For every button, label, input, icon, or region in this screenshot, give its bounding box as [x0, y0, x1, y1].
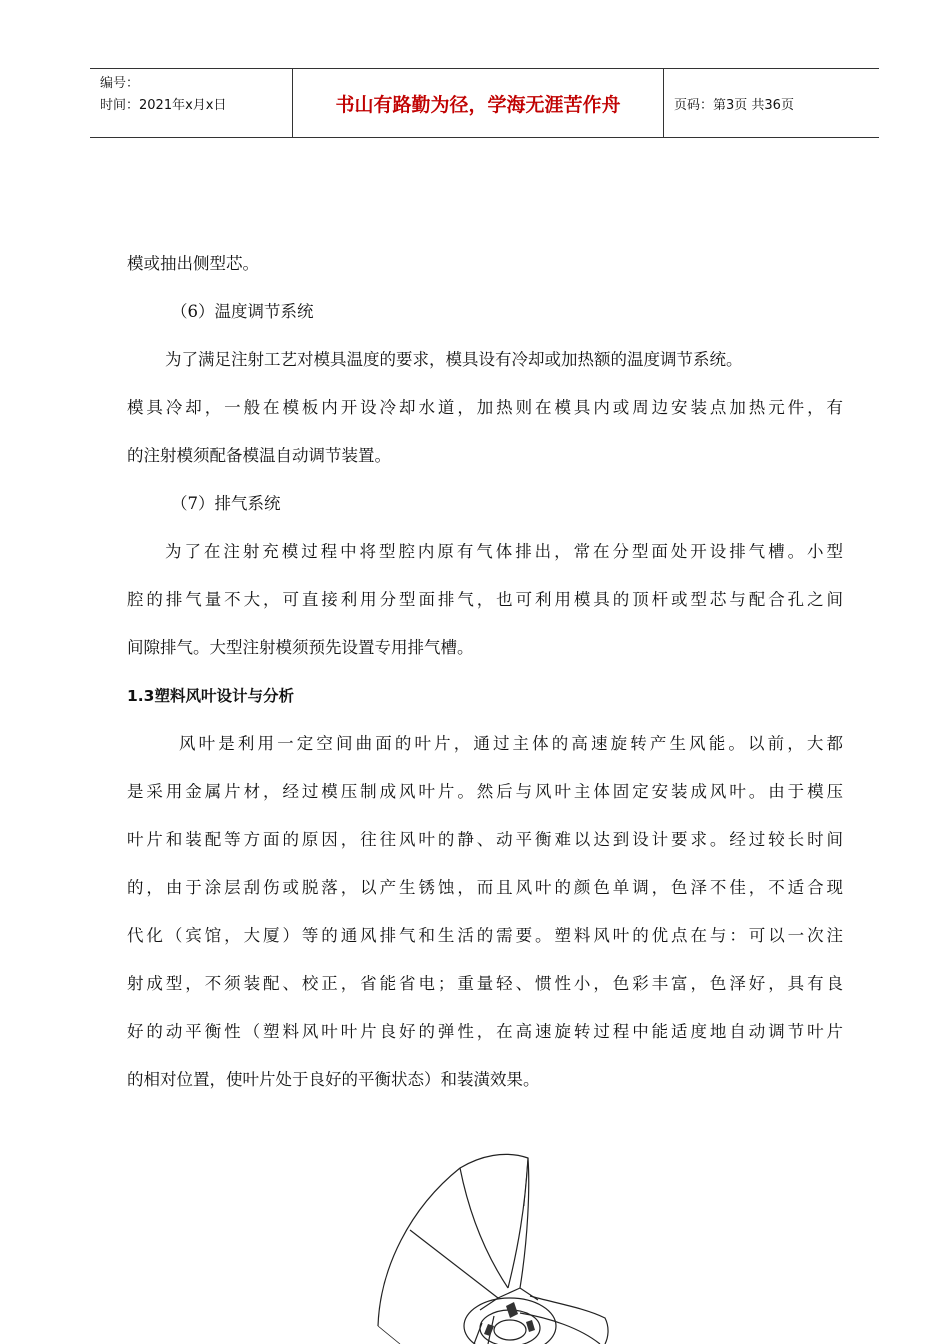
body-line: 代化（宾馆，大厦）等的通风排气和生活的需要。塑料风叶的优点在与：可以一次注: [127, 926, 843, 945]
body-line: 的相对位置，使叶片处于良好的平衡状态）和装潢效果。: [127, 1070, 540, 1089]
fan-blade-figure: [370, 1148, 620, 1344]
header-meta: [90, 69, 292, 137]
document-body: [127, 240, 843, 1104]
page-number-info: 页码：第3页 共36页: [674, 97, 794, 113]
body-line: 风叶是利用一定空间曲面的叶片，通过主体的高速旋转产生风能。以前，大都: [179, 734, 843, 753]
body-line: 模或抽出侧型芯。: [127, 254, 259, 273]
body-line: 间隙排气。大型注射模须预先设置专用排气槽。: [127, 638, 474, 657]
header-motto: 书山有路勤为径，学海无涯苦作舟: [292, 69, 664, 137]
fan-blade-drawing: [370, 1148, 620, 1344]
document-number-label: 编号：: [100, 76, 140, 91]
body-line: 为了在注射充模过程中将型腔内原有气体排出，常在分型面处开设排气槽。小型: [165, 542, 843, 561]
body-line: 为了满足注射工艺对模具温度的要求，模具设有冷却或加热额的温度调节系统。: [165, 350, 743, 369]
body-line: 射成型，不须装配、校正，省能省电；重量轻、惯性小，色彩丰富，色泽好，具有良: [127, 974, 843, 993]
body-line: 模具冷却，一般在模板内开设冷却水道，加热则在模具内或周边安装点加热元件，有: [127, 398, 843, 417]
body-line: 的，由于涂层刮伤或脱落，以产生锈蚀，而且风叶的颜色单调，色泽不佳，不适合现: [127, 878, 843, 897]
body-line: 的注射模须配备模温自动调节装置。: [127, 446, 391, 465]
body-line: 腔的排气量不大，可直接利用分型面排气，也可利用模具的顶杆或型芯与配合孔之间: [127, 590, 843, 609]
body-line: 好的动平衡性（塑料风叶叶片良好的弹性，在高速旋转过程中能适度地自动调节叶片: [127, 1022, 843, 1041]
body-line: 是采用金属片材，经过模压制成风叶片。然后与风叶主体固定安装成风叶。由于模压: [127, 782, 843, 801]
subheading-exhaust-system: （7）排气系统: [171, 494, 281, 513]
body-line: 叶片和装配等方面的原因，往往风叶的静、动平衡难以达到设计要求。经过较长时间: [127, 830, 843, 849]
subheading-temperature-system: （6）温度调节系统: [171, 302, 314, 321]
page-header: [90, 68, 879, 138]
document-time: 时间：2021年x月x日: [100, 98, 227, 113]
section-heading: 1.3塑料风叶设计与分析: [127, 687, 294, 705]
